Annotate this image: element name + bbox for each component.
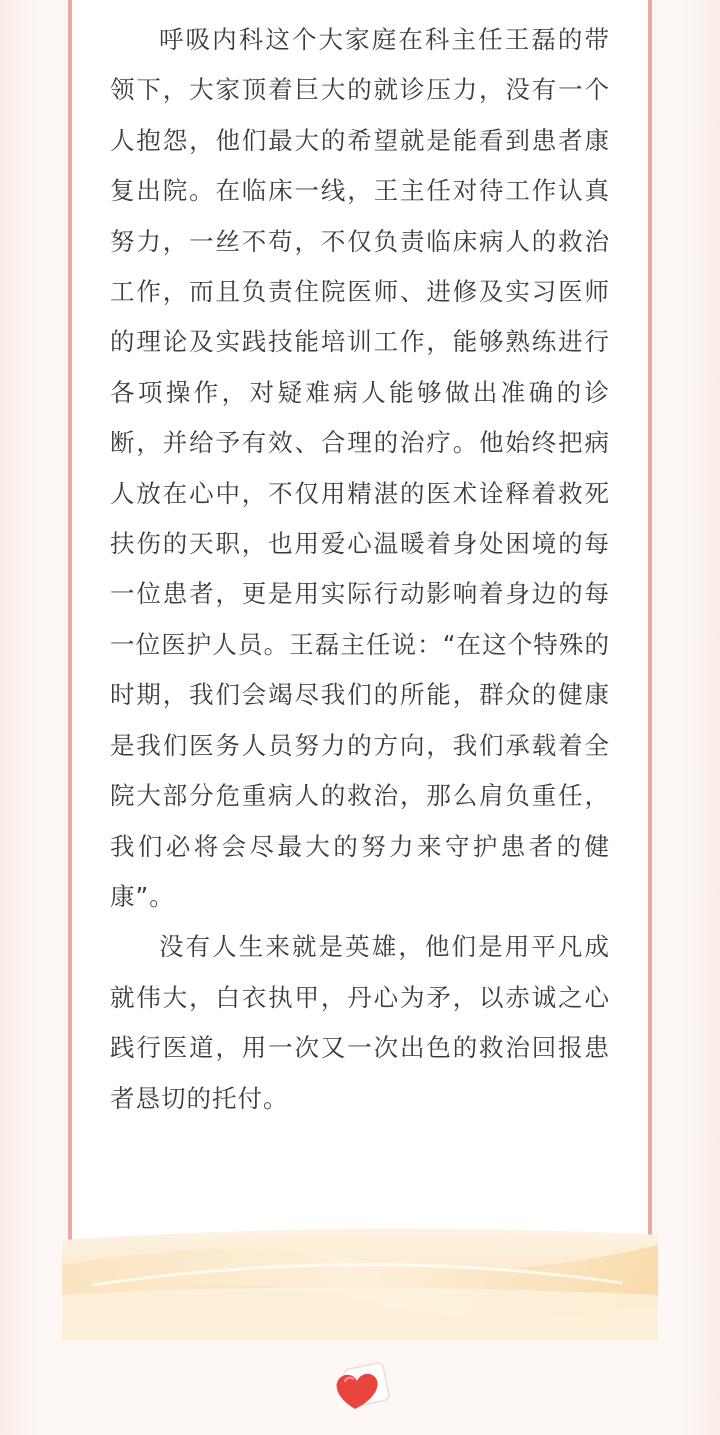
article-body bbox=[110, 15, 610, 1124]
decorative-ribbon bbox=[62, 1225, 658, 1340]
heart-icon bbox=[325, 1357, 397, 1419]
article-paragraph-2: 没有人生来就是英雄，他们是用平凡成就伟大，白衣执甲，丹心为矛，以赤诚之心践行医道，用一次又一次出色的救治回报患者恳切的托付。 bbox=[110, 932, 610, 1113]
article-paragraph-1: 呼吸内科这个大家庭在科主任王磊的带领下，大家顶着巨大的就诊压力，没有一个人抱怨，他们最大的希望就是能看到患者康复出院。在临床一线，王主任对待工作认真努力，一丝不苟，不仅负责临床病人的救治工作，而且负责住院医师、进修及实习医师的理论及实践技能培训工作，能够熟练进行各项操作，对疑难病人能够做出准确的诊断，并给予有效、合理的治疗。他始终把病人放在心中，不仅用精湛的医术诠释着救死扶伤的天职，也用爱心温暖着身处困境的每一位患者，更是用实际行动影响着身边的每一位医护人员。王磊主任说：“在这个特殊的时期，我们会竭尽我们的所能，群众的健康是我们医务人员努力的方向，我们承载着全院大部分危重病人的救治，那么肩负重任，我们必将会尽最大的努力来守护患者的健康”。 bbox=[110, 25, 610, 911]
